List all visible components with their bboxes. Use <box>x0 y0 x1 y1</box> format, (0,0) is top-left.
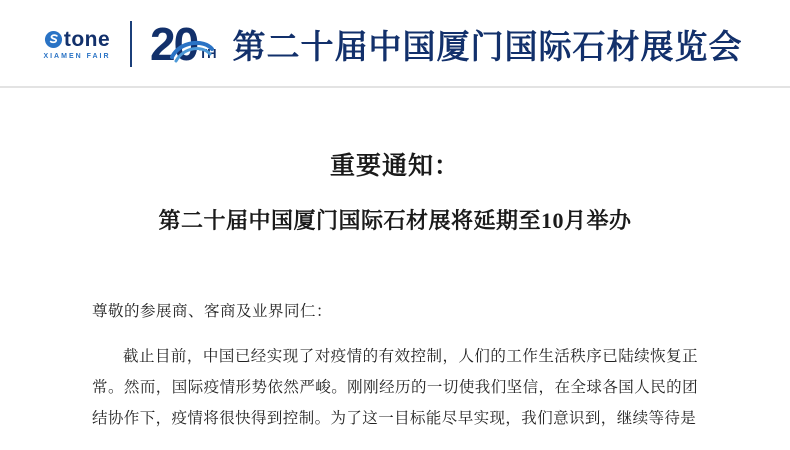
anniversary-swoosh-icon <box>170 37 217 63</box>
banner-underline <box>0 86 790 88</box>
stone-fair-logo <box>34 29 120 60</box>
notice-subtitle: 第二十届中国厦门国际石材展将延期至10月举办 <box>158 208 632 233</box>
header-banner <box>0 0 790 88</box>
banner-title: 第二十届中国厦门国际石材展览会 <box>232 27 743 65</box>
anniversary-suffix: TH <box>199 46 217 62</box>
logo-wordmark <box>44 29 110 50</box>
salutation: 尊敬的参展商、客商及业界同仁： <box>92 303 333 320</box>
notice-title: 重要通知： <box>329 153 460 180</box>
body-paragraph-1: 截止目前，中国已经实现了对疫情的有效控制，人们的工作生活秩序已陆续恢复正常。然而，国际疫情形势依然严峻。刚刚经历的一切使我们坚信，在全球各国人民的团结协作下，疫情将很快得到控制。为了这一目标能尽早实现，我们意识到，继续等待是 <box>92 348 698 427</box>
anniversary-mark <box>150 17 217 70</box>
anniversary-number: 20 <box>150 17 198 70</box>
stone-s-icon <box>44 30 63 49</box>
header-divider <box>130 21 132 67</box>
logo-word-text: tone <box>63 27 111 51</box>
logo-subtitle: XIAMEN FAIR <box>43 52 111 60</box>
anniversary-number-wrap <box>150 17 198 70</box>
document-content <box>0 146 790 434</box>
